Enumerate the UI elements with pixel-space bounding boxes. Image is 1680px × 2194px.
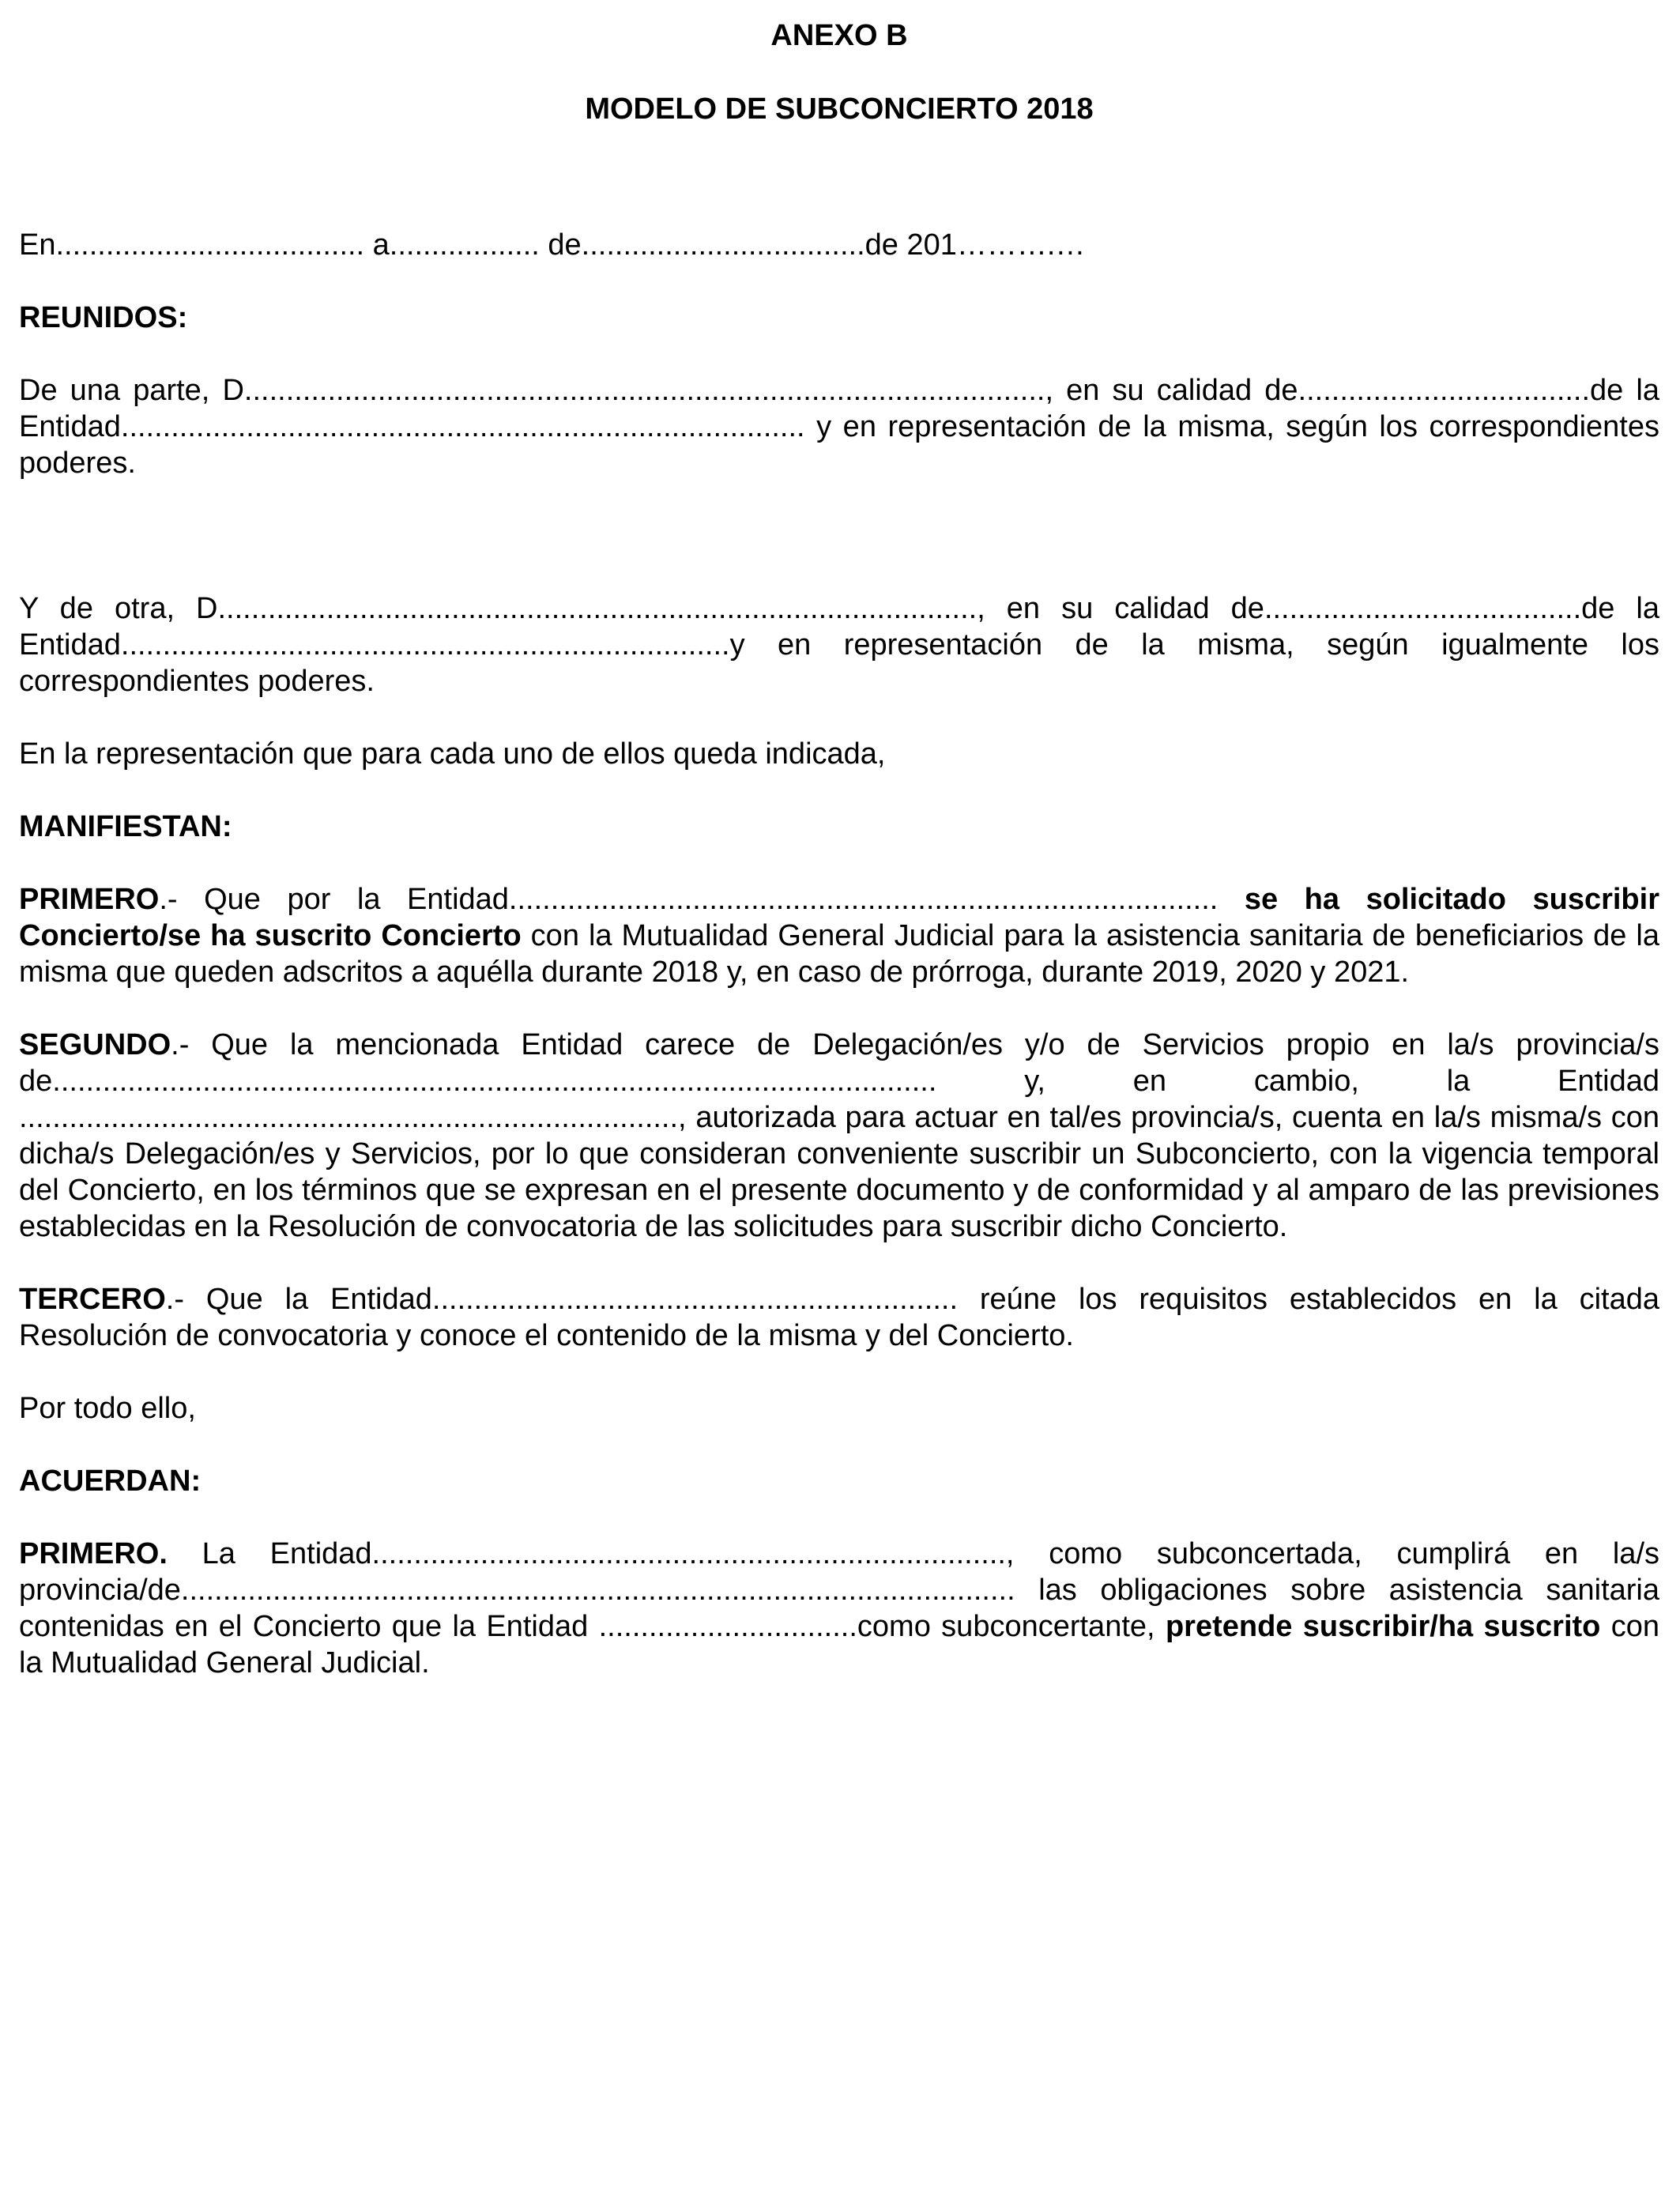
primero-text-b: con la Mutualidad General Judicial para la asistencia sanitaria de beneficiarios de la misma que queden adscritos a aquélla durante 2018 y, en caso de prórroga, durante 2019, 2020 y 2021. bbox=[19, 919, 1659, 989]
reunidos-heading: REUNIDOS: bbox=[19, 301, 188, 334]
primero-bold-text: se ha solicitado suscribir Concierto/se ha suscrito Concierto bbox=[19, 883, 1659, 952]
segundo-label: SEGUNDO bbox=[19, 1028, 171, 1061]
acuerdo-primero-text-a: La Entidad............................................................................, como subconcertada, cumplirá en la/s provincia/de.................................................................................................... las obligaciones sobre asistencia sanitaria contenidas en el Concierto que la Entidad ...............................como subconcertante, bbox=[19, 1537, 1659, 1643]
manifiestan-segundo-paragraph bbox=[19, 1027, 1659, 1245]
primero-label: PRIMERO bbox=[19, 883, 160, 916]
acuerdo-primero-paragraph bbox=[19, 1536, 1659, 1681]
document-page bbox=[19, 0, 1659, 1681]
party-one-paragraph: De una parte, D................................................................................................, en su calidad de...................................de la Entidad.................................................................................. y en representación de la misma, según los correspondientes poderes. bbox=[19, 374, 1659, 480]
acuerdo-primero-bold-text: pretende suscribir/ha suscrito bbox=[1165, 1610, 1601, 1643]
tercero-text: .- Que la Entidad............................................................... reúne los requisitos establecidos en la citada Resolución de convocatoria y conoce el contenido de la misma y del Concierto. bbox=[19, 1283, 1659, 1352]
representation-paragraph: En la representación que para cada uno de ellos queda indicada, bbox=[19, 737, 886, 771]
segundo-text: .- Que la mencionada Entidad carece de Delegación/es y/o de Servicios propio en la/s provincia/s de.......................................................................................................... y, en cambio, la Entidad ..............................................................................., autorizada para actuar en tal/es provincia/s, cuenta en la/s misma/s con dicha/s Delegación/es y Servicios, por lo que consideran conveniente suscribir un Subconcierto, con la vigencia temporal del Concierto, en los términos que se expresan en el presente documento y de conformidad y al amparo de las previsiones establecidas en la Resolución de convocatoria de las solicitudes para suscribir dicho Concierto. bbox=[19, 1028, 1659, 1243]
manifiestan-primero-paragraph bbox=[19, 881, 1659, 990]
date-line: En..................................... a.................. de..................................de 201……….… bbox=[19, 228, 1086, 262]
manifiestan-tercero-paragraph bbox=[19, 1281, 1659, 1354]
manifiestan-heading: MANIFIESTAN: bbox=[19, 810, 232, 843]
document-title: MODELO DE SUBCONCIERTO 2018 bbox=[585, 92, 1094, 126]
annex-title: ANEXO B bbox=[770, 19, 908, 52]
por-todo-paragraph: Por todo ello, bbox=[19, 1392, 196, 1425]
acuerdo-primero-text-b: con la Mutualidad General Judicial. bbox=[19, 1610, 1659, 1679]
tercero-label: TERCERO bbox=[19, 1283, 166, 1316]
acuerdan-heading: ACUERDAN: bbox=[19, 1465, 202, 1498]
acuerdo-primero-label: PRIMERO. bbox=[19, 1537, 168, 1570]
primero-text-a: .- Que por la Entidad..................................................................................... bbox=[159, 883, 1245, 916]
party-two-paragraph: Y de otra, D..........................................................................................., en su calidad de......................................de la Entidad.........................................................................y en representación de la misma, según igualmente los correspondientes poderes. bbox=[19, 592, 1659, 698]
